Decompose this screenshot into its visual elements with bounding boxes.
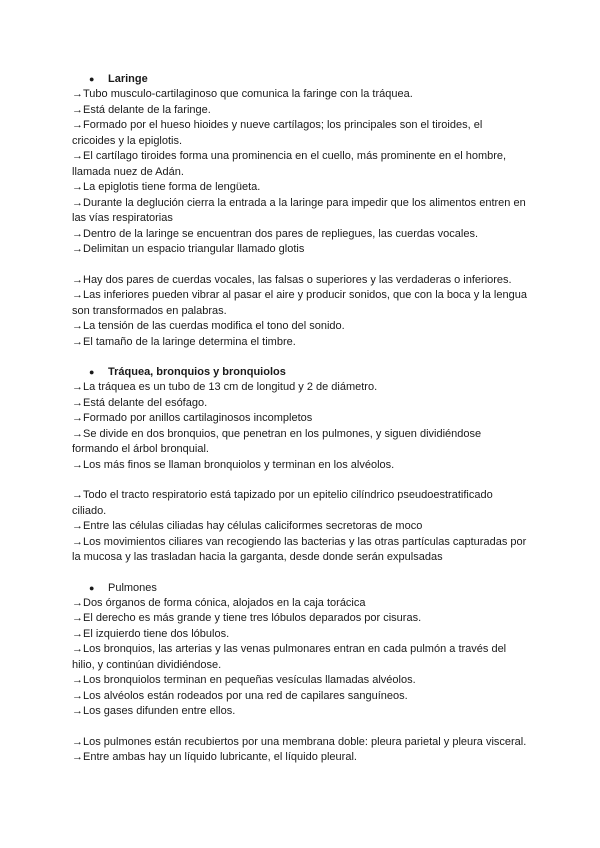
text-line: →Los más finos se llaman bronquiolos y terminan en los alvéolos. — [72, 458, 395, 471]
text-line: →Entre las células ciliadas hay células caliciformes secretoras de moco — [72, 520, 423, 532]
paragraph-block — [72, 273, 528, 351]
heading-text: Laringe — [108, 73, 148, 85]
paragraph-block — [72, 735, 528, 766]
text-line: →Los bronquiolos terminan en pequeñas vesículas llamadas alvéolos. — [72, 674, 416, 686]
text-line: →Las inferiores pueden vibrar al pasar el aire y producir sonidos, que con la boca y la lengua son transformados en palabras. — [72, 289, 530, 317]
text-line: →Los bronquios, las arterias y las venas pulmonares entran en cada pulmón a través del hilio, y continúan dividiéndose. — [72, 643, 510, 671]
text-line: →La tráquea es un tubo de 13 cm de longitud y 2 de diámetro. — [72, 381, 378, 393]
section-heading — [72, 581, 528, 596]
text-line: →Los alvéolos están rodeados por una red de capilares sanguíneos. — [72, 689, 408, 702]
text-line: →La epiglotis tiene forma de lengüeta. — [72, 181, 261, 193]
bullet-icon: ● — [89, 367, 95, 377]
section-heading — [72, 72, 528, 87]
bullet-icon: ● — [89, 74, 95, 84]
text-line: →Delimitan un espacio triangular llamado glotis — [72, 243, 305, 255]
heading-text: Pulmones — [108, 581, 157, 594]
text-line: →La tensión de las cuerdas modifica el tono del sonido. — [72, 320, 345, 332]
section-traquea — [72, 365, 528, 566]
text-line: →El cartílago tiroides forma una prominencia en el cuello, más prominente en el hombre, llamada nuez de Adán. — [72, 150, 510, 178]
text-line: →Está delante del esófago. — [72, 396, 208, 409]
text-line: →Dos órganos de forma cónica, alojados en la caja torácica — [72, 596, 366, 609]
text-line: →Formado por anillos cartilaginosos incompletos — [72, 412, 313, 424]
text-line: →Tubo musculo-cartilaginoso que comunica la faringe con la tráquea. — [72, 88, 413, 100]
text-line: →Los gases difunden entre ellos. — [72, 705, 236, 717]
text-line: →Los pulmones están recubiertos por una membrana doble: pleura parietal y pleura visceral. — [72, 735, 527, 748]
text-line: →Dentro de la laringe se encuentran dos pares de repliegues, las cuerdas vocales. — [72, 227, 479, 240]
text-line: →Se divide en dos bronquios, que penetran en los pulmones, y siguen dividiéndose formando el árbol bronquial. — [72, 427, 485, 455]
heading-text: Tráquea, bronquios y bronquiolos — [108, 366, 286, 378]
text-line: →El derecho es más grande y tiene tres lóbulos deparados por cisuras. — [72, 612, 422, 624]
section-pulmones — [72, 581, 528, 766]
text-line: →El izquierdo tiene dos lóbulos. — [72, 627, 230, 640]
paragraph-block — [72, 596, 528, 720]
bullet-icon: ● — [89, 582, 95, 593]
text-line: →Todo el tracto respiratorio está tapizado por un epitelio cilíndrico pseudoestratificado ciliado. — [72, 489, 496, 517]
paragraph-block — [72, 87, 528, 258]
text-line: →Los movimientos ciliares van recogiendo las bacterias y las otras partículas capturadas por la mucosa y las trasladan hacia la garganta, desde donde serán expulsadas — [72, 535, 530, 563]
section-heading — [72, 365, 528, 380]
paragraph-block — [72, 380, 528, 473]
section-laringe — [72, 72, 528, 350]
paragraph-block — [72, 488, 528, 566]
text-line: →Hay dos pares de cuerdas vocales, las falsas o superiores y las verdaderas o inferiores. — [72, 273, 512, 286]
text-line: →Durante la deglución cierra la entrada a la laringe para impedir que los alimentos entren en las vías respiratorias — [72, 196, 529, 224]
text-line: →Está delante de la faringe. — [72, 103, 211, 116]
text-line: →Formado por el hueso hioides y nueve cartílagos; los principales son el tiroides, el cricoides y la epiglotis. — [72, 119, 486, 147]
text-line: →El tamaño de la laringe determina el timbre. — [72, 335, 296, 348]
text-line: →Entre ambas hay un líquido lubricante, el líquido pleural. — [72, 751, 357, 763]
